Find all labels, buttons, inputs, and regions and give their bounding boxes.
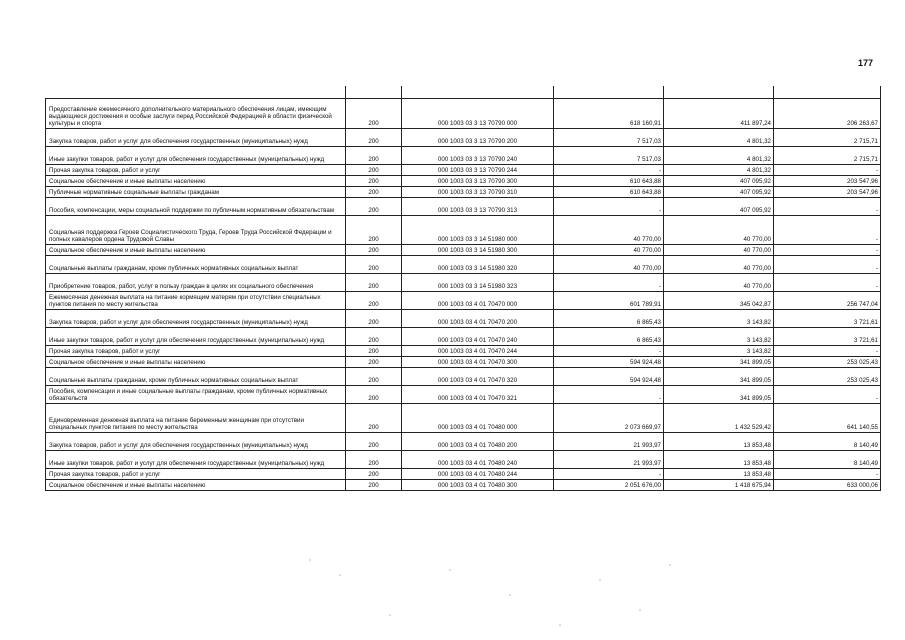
row-approved: - [554, 386, 664, 404]
row-name: Предоставление ежемесячного дополнительного материального обеспечения лицам, имеющим выдающиеся достижения и особые заслуги перед Российской Федерацией в области физической культуры и спорта [46, 99, 346, 129]
table-row [46, 357, 881, 368]
row-budget-code: 000 1003 03 4 01 70480 300 [402, 480, 554, 491]
row-name: Закупка товаров, работ и услуг для обеспечения государственных (муниципальных) нужд [46, 433, 346, 451]
row-name: Пособия, компенсации, меры социальной поддержки по публичным нормативным обязательствам [46, 198, 346, 216]
row-approved: 601 789,91 [554, 292, 664, 310]
row-budget-code: 000 1003 03 3 13 70790 200 [402, 129, 554, 147]
row-approved: 610 643,88 [554, 187, 664, 198]
header-cell-approved [554, 86, 664, 99]
row-remaining: 256 747,04 [774, 292, 881, 310]
row-name: Иные закупки товаров, работ и услуг для обеспечения государственных (муниципальных) нужд [46, 328, 346, 346]
row-approved: 2 073 669,97 [554, 404, 664, 433]
row-budget-code: 000 1003 03 3 13 70790 240 [402, 147, 554, 165]
row-executed: 40 770,00 [664, 274, 774, 292]
row-line-code: 200 [346, 292, 402, 310]
row-remaining: 633 000,06 [774, 480, 881, 491]
table-row [46, 187, 881, 198]
row-executed: 3 143,82 [664, 328, 774, 346]
row-remaining: 203 547,96 [774, 187, 881, 198]
row-line-code: 200 [346, 216, 402, 245]
table-row [46, 165, 881, 176]
row-line-code: 200 [346, 346, 402, 357]
row-name: Пособия, компенсации и иные социальные выплаты гражданам, кроме публичных нормативных обязательств [46, 386, 346, 404]
row-budget-code: 000 1003 03 4 01 70470 240 [402, 328, 554, 346]
row-remaining: 641 140,55 [774, 404, 881, 433]
row-line-code: 200 [346, 245, 402, 256]
row-executed: 1 418 675,94 [664, 480, 774, 491]
row-line-code: 200 [346, 198, 402, 216]
scan-noise [300, 555, 680, 635]
row-budget-code: 000 1003 03 3 13 70790 310 [402, 187, 554, 198]
row-name: Социальное обеспечение и иные выплаты населению [46, 480, 346, 491]
table-row [46, 328, 881, 346]
row-budget-code: 000 1003 03 4 01 70480 240 [402, 451, 554, 469]
row-remaining: 2 715,71 [774, 147, 881, 165]
row-executed: 341 899,05 [664, 386, 774, 404]
row-approved: 7 517,03 [554, 147, 664, 165]
row-budget-code: 000 1003 03 4 01 70480 000 [402, 404, 554, 433]
table-row [46, 469, 881, 480]
row-executed: 407 095,92 [664, 198, 774, 216]
row-executed: 1 432 529,42 [664, 404, 774, 433]
table-row [46, 216, 881, 245]
row-line-code: 200 [346, 433, 402, 451]
row-remaining: 253 025,43 [774, 368, 881, 386]
table-row [46, 404, 881, 433]
row-remaining: - [774, 216, 881, 245]
row-remaining: - [774, 165, 881, 176]
table-row [46, 292, 881, 310]
table-row [46, 176, 881, 187]
row-remaining: - [774, 198, 881, 216]
row-remaining: 203 547,96 [774, 176, 881, 187]
row-remaining: 3 721,61 [774, 328, 881, 346]
row-remaining: 2 715,71 [774, 129, 881, 147]
row-budget-code: 000 1003 03 4 01 70480 200 [402, 433, 554, 451]
row-remaining: 253 025,43 [774, 357, 881, 368]
row-remaining: 8 140,49 [774, 451, 881, 469]
row-budget-code: 000 1003 03 3 13 70790 313 [402, 198, 554, 216]
row-name: Прочая закупка товаров, работ и услуг [46, 346, 346, 357]
row-approved: - [554, 274, 664, 292]
row-name: Приобретение товаров, работ, услуг в пользу граждан в целях их социального обеспечения [46, 274, 346, 292]
row-approved: 610 643,88 [554, 176, 664, 187]
table-row [46, 274, 881, 292]
table-row [46, 99, 881, 129]
row-approved: 594 924,48 [554, 368, 664, 386]
header-cell-name [46, 86, 346, 99]
row-approved: - [554, 469, 664, 480]
table-row [46, 310, 881, 328]
row-approved: 21 993,97 [554, 451, 664, 469]
row-line-code: 200 [346, 469, 402, 480]
row-approved: 6 865,43 [554, 328, 664, 346]
row-approved: 40 770,00 [554, 245, 664, 256]
row-executed: 4 801,32 [664, 165, 774, 176]
row-approved: 6 865,43 [554, 310, 664, 328]
page-number: 177 [858, 58, 874, 68]
row-line-code: 200 [346, 129, 402, 147]
row-name: Социальные выплаты гражданам, кроме публичных нормативных социальных выплат [46, 256, 346, 274]
row-budget-code: 000 1003 03 3 13 70790 244 [402, 165, 554, 176]
row-name: Ежемесячная денежная выплата на питание кормящим матерям при отсутствии специальных пунктов питания по месту жительства [46, 292, 346, 310]
table-row [46, 129, 881, 147]
row-remaining: - [774, 245, 881, 256]
row-budget-code: 000 1003 03 3 14 51980 323 [402, 274, 554, 292]
table-header-continuation [46, 86, 881, 99]
row-budget-code: 000 1003 03 3 14 51980 300 [402, 245, 554, 256]
row-executed: 345 042,87 [664, 292, 774, 310]
row-executed: 411 897,24 [664, 99, 774, 129]
row-budget-code: 000 1003 03 3 14 51980 320 [402, 256, 554, 274]
row-budget-code: 000 1003 03 4 01 70480 244 [402, 469, 554, 480]
row-budget-code: 000 1003 03 4 01 70470 200 [402, 310, 554, 328]
table-row [46, 256, 881, 274]
row-name: Публичные нормативные социальные выплаты гражданам [46, 187, 346, 198]
row-remaining: - [774, 346, 881, 357]
table-row [46, 147, 881, 165]
row-name: Иные закупки товаров, работ и услуг для обеспечения государственных (муниципальных) нужд [46, 147, 346, 165]
row-name: Социальное обеспечение и иные выплаты населению [46, 245, 346, 256]
row-executed: 407 095,92 [664, 176, 774, 187]
row-line-code: 200 [346, 480, 402, 491]
row-line-code: 200 [346, 328, 402, 346]
row-name: Социальное обеспечение и иные выплаты населению [46, 357, 346, 368]
row-executed: 13 853,48 [664, 433, 774, 451]
row-budget-code: 000 1003 03 3 14 51980 000 [402, 216, 554, 245]
row-name: Социальные выплаты гражданам, кроме публичных нормативных социальных выплат [46, 368, 346, 386]
row-name: Закупка товаров, работ и услуг для обеспечения государственных (муниципальных) нужд [46, 129, 346, 147]
row-budget-code: 000 1003 03 4 01 70470 244 [402, 346, 554, 357]
row-line-code: 200 [346, 368, 402, 386]
table-row [46, 346, 881, 357]
row-line-code: 200 [346, 386, 402, 404]
row-approved: 21 993,97 [554, 433, 664, 451]
row-name: Закупка товаров, работ и услуг для обеспечения государственных (муниципальных) нужд [46, 310, 346, 328]
row-approved: 7 517,03 [554, 129, 664, 147]
row-name: Иные закупки товаров, работ и услуг для обеспечения государственных (муниципальных) нужд [46, 451, 346, 469]
row-executed: 4 801,32 [664, 129, 774, 147]
row-executed: 341 899,05 [664, 357, 774, 368]
row-name: Единовременная денежная выплата на питание беременным женщинам при отсутствии специальных пунктов питания по месту жительства [46, 404, 346, 433]
row-remaining: 8 140,49 [774, 433, 881, 451]
row-remaining: 206 263,67 [774, 99, 881, 129]
table-row [46, 451, 881, 469]
row-remaining: 3 721,61 [774, 310, 881, 328]
header-cell-code [346, 86, 402, 99]
row-remaining: - [774, 256, 881, 274]
table-row [46, 386, 881, 404]
row-approved: 2 051 676,00 [554, 480, 664, 491]
table-row [46, 368, 881, 386]
row-remaining: - [774, 386, 881, 404]
row-line-code: 200 [346, 176, 402, 187]
row-line-code: 200 [346, 187, 402, 198]
row-budget-code: 000 1003 03 4 01 70470 321 [402, 386, 554, 404]
table-body [46, 86, 881, 491]
row-approved: 40 770,00 [554, 216, 664, 245]
row-executed: 40 770,00 [664, 256, 774, 274]
row-line-code: 200 [346, 404, 402, 433]
row-executed: 3 143,82 [664, 310, 774, 328]
table-row [46, 245, 881, 256]
row-executed: 407 095,92 [664, 187, 774, 198]
row-line-code: 200 [346, 357, 402, 368]
row-line-code: 200 [346, 274, 402, 292]
row-approved: - [554, 346, 664, 357]
row-executed: 3 143,82 [664, 346, 774, 357]
row-budget-code: 000 1003 03 4 01 70470 320 [402, 368, 554, 386]
row-executed: 40 770,00 [664, 216, 774, 245]
row-name: Социальная поддержка Героев Социалистического Труда, Героев Труда Российской Федерации и полных кавалеров ордена Трудовой Славы [46, 216, 346, 245]
row-line-code: 200 [346, 451, 402, 469]
row-line-code: 200 [346, 147, 402, 165]
row-approved: 618 160,91 [554, 99, 664, 129]
row-remaining: - [774, 469, 881, 480]
header-cell-executed [664, 86, 774, 99]
row-line-code: 200 [346, 99, 402, 129]
row-remaining: - [774, 274, 881, 292]
header-cell-kbk [402, 86, 554, 99]
row-name: Социальное обеспечение и иные выплаты населению [46, 176, 346, 187]
row-line-code: 200 [346, 256, 402, 274]
row-executed: 341 899,05 [664, 368, 774, 386]
table-row [46, 480, 881, 491]
row-approved: - [554, 198, 664, 216]
header-cell-remaining [774, 86, 881, 99]
row-budget-code: 000 1003 03 3 13 70790 000 [402, 99, 554, 129]
row-executed: 40 770,00 [664, 245, 774, 256]
row-name: Прочая закупка товаров, работ и услуг [46, 469, 346, 480]
row-budget-code: 000 1003 03 4 01 70470 300 [402, 357, 554, 368]
row-executed: 13 853,48 [664, 451, 774, 469]
table-row [46, 433, 881, 451]
row-name: Прочая закупка товаров, работ и услуг [46, 165, 346, 176]
table-row [46, 198, 881, 216]
budget-table [45, 86, 881, 491]
row-approved: - [554, 165, 664, 176]
row-approved: 594 924,48 [554, 357, 664, 368]
row-line-code: 200 [346, 310, 402, 328]
row-executed: 13 853,48 [664, 469, 774, 480]
row-approved: 40 770,00 [554, 256, 664, 274]
row-budget-code: 000 1003 03 4 01 70470 000 [402, 292, 554, 310]
row-executed: 4 801,32 [664, 147, 774, 165]
row-budget-code: 000 1003 03 3 13 70790 300 [402, 176, 554, 187]
row-line-code: 200 [346, 165, 402, 176]
